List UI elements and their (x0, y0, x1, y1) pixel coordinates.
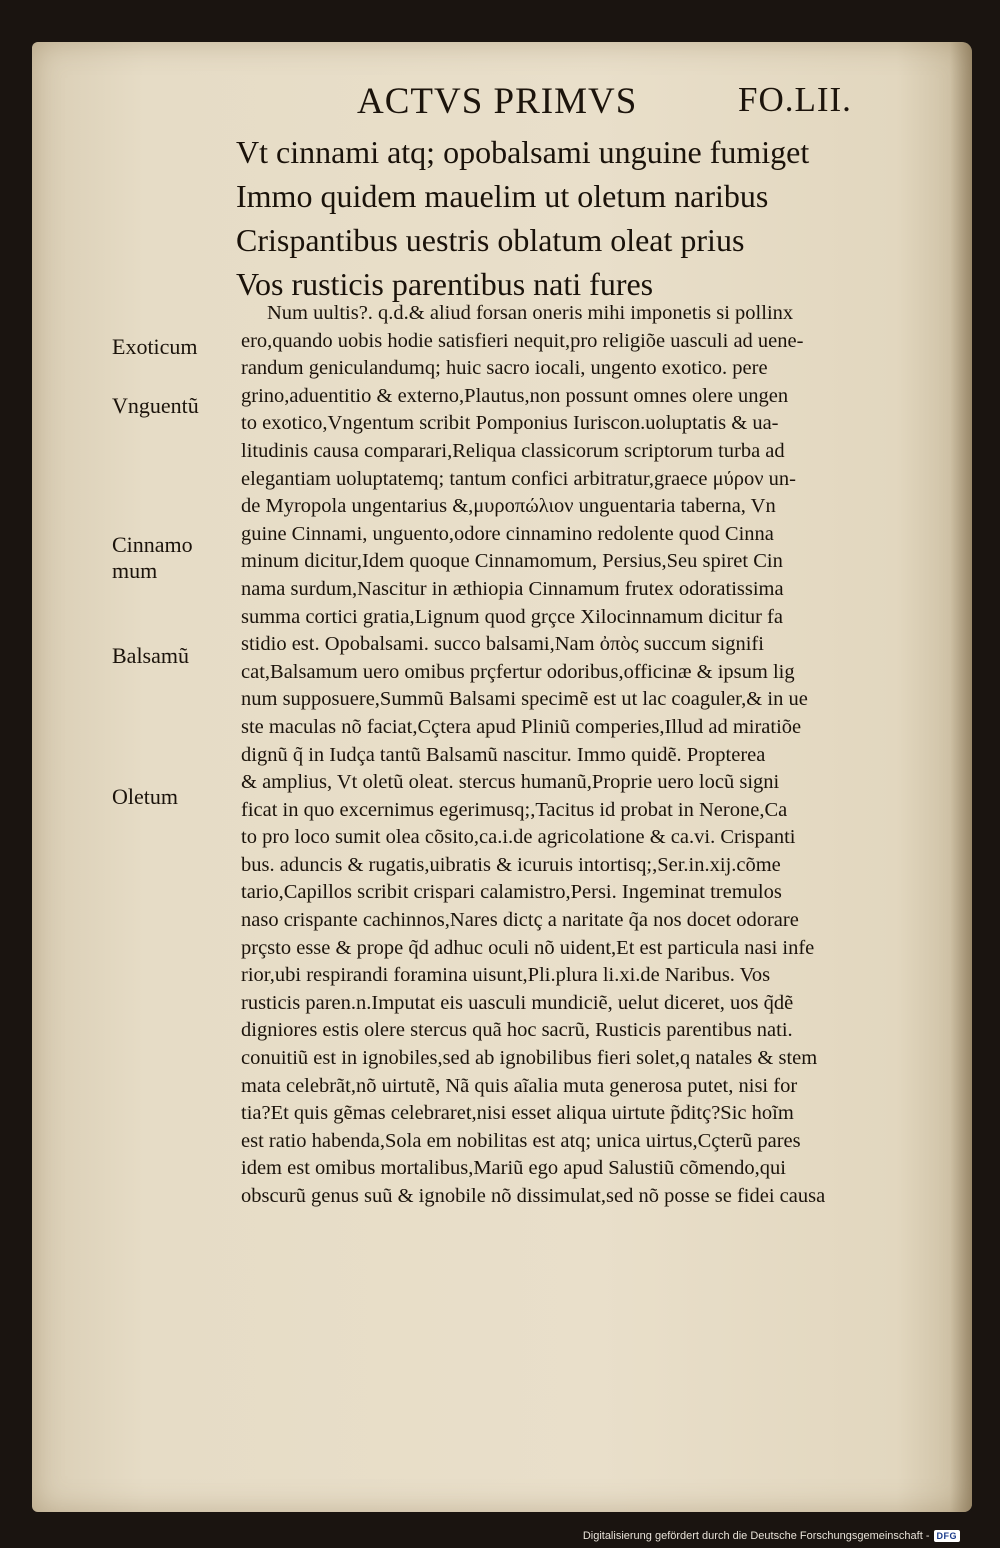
dfg-logo: DFG (934, 1530, 961, 1542)
commentary-block (241, 300, 825, 1211)
commentary-line: mata celebrãt,nõ uirtutẽ, Nã quis aĩalia muta generosa putet, nisi for (241, 1074, 798, 1097)
commentary-line: nama surdum,Nascitur in æthiopia Cinnamum frutex odoratissima (241, 577, 784, 600)
digitization-credit (583, 1530, 960, 1542)
commentary-line: est ratio habenda,Sola em nobilitas est atq; unica uirtus,Cçterũ pares (241, 1129, 801, 1152)
commentary-line: num supposuere,Summũ Balsami specimẽ est ut lac coaguler,& in ue (241, 688, 808, 711)
commentary-line: conuitiũ est in ignobiles,sed ab ignobilibus fieri solet,q natales & stem (241, 1047, 818, 1070)
commentary-line: randum geniculandumq; huic sacro iocali, ungento exotico. pere (241, 357, 768, 380)
commentary-line: minum dicitur,Idem quoque Cinnamomum, Persius,Seu spiret Cin (241, 550, 783, 573)
commentary-line: dignũ q̃ in Iudça tantũ Balsamũ nascitur. Immo quidẽ. Propterea (241, 743, 766, 766)
commentary-line: rusticis paren.n.Imputat eis uasculi mundiciẽ, uelut diceret, uos q̃dẽ (241, 991, 794, 1014)
verse-block (236, 130, 809, 306)
commentary-line: guine Cinnami, unguento,odore cinnamino redolente quod Cinna (241, 522, 774, 545)
verse-line: Vos rusticis parentibus nati fures (236, 266, 654, 302)
commentary-line: idem est omibus mortalibus,Mariũ ego apud Salustiũ cõmendo,qui (241, 1157, 786, 1180)
commentary-line: ste maculas nõ faciat,Cçtera apud Pliniũ comperies,Illud ad miratiõe (241, 715, 802, 738)
commentary-line: elegantiam uoluptatemq; tantum confici arbitratur,graece μύρον un- (241, 467, 796, 490)
commentary-line: to exotico,Vngentum scribit Pomponius Iuriscon.uoluptatis & ua- (241, 412, 779, 435)
commentary-line: ficat in quo excernimus egerimusq;,Tacitus id probat in Nerone,Ca (241, 798, 788, 821)
commentary-line: tia?Et quis gẽmas celebraret,nisi esset aliqua uirtute p̃ditç?Sic hoĩm (241, 1102, 794, 1125)
commentary-line: ero,quando uobis hodie satisfieri nequit,pro religiõe uasculi ad uene- (241, 329, 804, 352)
commentary-line: cat,Balsamum uero omibus prçfertur odoribus,officinæ & ipsum lig (241, 660, 795, 683)
commentary-line: tario,Capillos scribit crispari calamistro,Persi. Ingeminat tremulos (241, 881, 782, 904)
commentary-line: obscurũ genus suũ & ignobile nõ dissimulat,sed nõ posse se fidei causa (241, 1185, 826, 1207)
commentary-line: litudinis causa comparari,Reliqua classicorum scriptorum turba ad (241, 439, 785, 462)
commentary-line: bus. aduncis & rugatis,uibratis & icuruis intortisq;,Ser.in.xij.cõme (241, 853, 781, 876)
marginal-note: Vnguentũ (112, 393, 199, 418)
verse-line: Immo quidem mauelim ut oletum naribus (236, 178, 769, 214)
commentary-line: digniores estis olere stercus quã hoc sacrũ, Rusticis parentibus nati. (241, 1019, 793, 1042)
marginal-note: Exoticum (112, 334, 198, 359)
commentary-line: de Myropola ungentarius &,μυροπώλιον unguentaria taberna, Vn (241, 495, 776, 518)
folio-number: FO.LII. (738, 80, 852, 119)
commentary-line: grino,aduentitio & externo,Plautus,non possunt omnes olere ungen (241, 384, 789, 407)
commentary-line: stidio est. Opobalsami. succo balsami,Nam ὀπὸς succum signifi (241, 633, 764, 656)
verse-line: Crispantibus uestris oblatum oleat prius (236, 222, 745, 258)
marginal-note: Cinnamo mum (112, 532, 193, 583)
commentary-line: naso crispante cachinnos,Nares dictç a naritate q̃a nos docet odorare (241, 909, 799, 932)
page-edge-shadow (950, 42, 972, 1512)
credit-text: Digitalisierung gefördert durch die Deutsche Forschungsgemeinschaft - (582, 1530, 930, 1542)
marginal-note: Oletum (112, 784, 178, 809)
commentary-line: & amplius, Vt oletũ oleat. stercus humanũ,Proprie uero locũ signi (241, 771, 780, 794)
running-title: ACTVS PRIMVS (357, 81, 638, 122)
commentary-line: Num uultis?. q.d.& aliud forsan oneris mihi imponetis si pollinx (267, 302, 794, 324)
marginal-note: Balsamũ (112, 643, 189, 668)
commentary-line: to pro loco sumit olea cõsito,ca.i.de agricolatione & ca.vi. Crispanti (241, 826, 796, 849)
commentary-line: rior,ubi respirandi foramina uisunt,Pli.plura li.xi.de Naribus. Vos (241, 964, 771, 987)
verse-line: Vt cinnami atq; opobalsami unguine fumiget (236, 134, 810, 170)
commentary-line: prçsto esse & prope q̃d adhuc oculi nõ uident,Et est particula nasi infe (241, 936, 815, 959)
commentary-line: summa cortici gratia,Lignum quod grçce Xilocinnamum dicitur fa (241, 605, 783, 628)
